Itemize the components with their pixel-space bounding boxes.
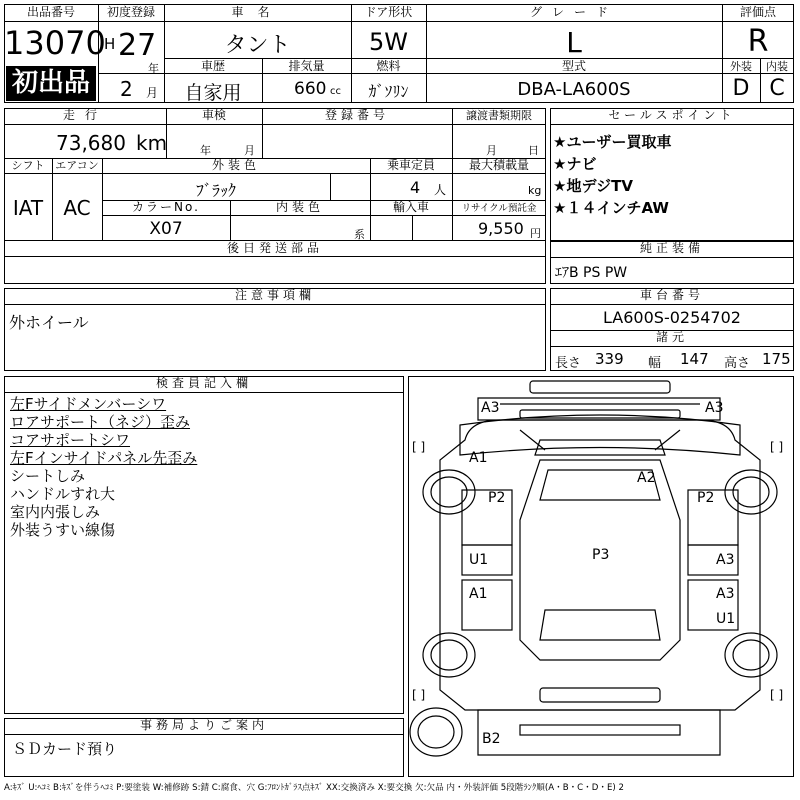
sales-point-4: ★１４インチAW <box>553 199 669 217</box>
bracket-left-upper: [ ] <box>412 440 426 454</box>
max-load-label: 最大積載量 <box>468 158 529 172</box>
exterior-color-label: 外装色 <box>211 158 260 172</box>
width: 147 <box>680 350 709 368</box>
office-label: 事務局よりご案内 <box>139 718 268 732</box>
door-label: ドア形状 <box>364 5 413 19</box>
notes: 外ホイール <box>9 313 89 332</box>
height-label: 高さ <box>724 356 751 371</box>
code-roof: P3 <box>592 547 610 563</box>
import-label: 輸入車 <box>392 200 429 214</box>
first-listing-badge-text: 初出品 <box>11 68 90 98</box>
shift: IAT <box>12 196 44 220</box>
sales-point-2: ★ナビ <box>553 155 597 173</box>
air-conditioner: AC <box>63 196 91 220</box>
rating-label: 評価点 <box>739 5 776 19</box>
recycle-fee: 9,550 <box>478 219 524 238</box>
era-letter: H <box>104 35 116 53</box>
length: 339 <box>595 350 624 368</box>
registration-month: 2 <box>120 77 133 101</box>
inspector-line: コアサポートシワ <box>10 431 131 449</box>
chassis-label: 車台番号 <box>639 288 704 302</box>
transfer-day-unit: 日 <box>528 144 539 157</box>
history: 自家用 <box>184 82 242 104</box>
sales-point-1: ★ユーザー買取車 <box>553 133 672 151</box>
width-label: 幅 <box>648 356 662 371</box>
equipment: ｴｱB PS PW <box>555 265 628 281</box>
sales-point-label: セールスポイント <box>608 108 736 122</box>
inspector-line: 左Fサイドメンバーシワ <box>10 395 167 413</box>
door-type: 5W <box>369 28 408 56</box>
spec-label: 諸元 <box>655 330 688 344</box>
length-label: 長さ <box>555 356 582 371</box>
displacement-unit: cc <box>330 86 341 97</box>
later-parts-label: 後日発送部品 <box>226 241 323 255</box>
code-left-front-door: P2 <box>488 490 506 506</box>
inspector-line: シートしみ <box>10 467 86 485</box>
interior-label: 内装 <box>766 60 788 73</box>
max-load-unit: kg <box>528 184 542 197</box>
interior-color-label: 内装色 <box>275 200 324 214</box>
inspector-line: ロアサポート（ネジ）歪み <box>10 413 191 431</box>
car-name: タント <box>224 33 291 58</box>
mileage-unit: km <box>136 131 168 155</box>
bracket-left-lower: [ ] <box>412 688 426 702</box>
exterior-label: 外装 <box>730 60 752 73</box>
grade-label: グレード <box>529 5 618 19</box>
notes-label: 注意事項欄 <box>234 288 315 302</box>
model: DBA-LA600S <box>517 79 631 100</box>
color-number-label: カラーNo. <box>132 200 200 214</box>
mileage-label: 走行 <box>62 108 107 122</box>
lot-number: 13070 <box>4 24 106 62</box>
equipment-label: 純正装備 <box>639 241 704 255</box>
mileage: 73,680 <box>56 131 126 155</box>
chassis-number: LA600S-0254702 <box>603 308 741 327</box>
bracket-right-upper: [ ] <box>770 440 784 454</box>
code-right-u: U1 <box>716 611 736 627</box>
code-right-a3: A3 <box>716 552 735 568</box>
transfer-month-unit: 月 <box>486 144 497 157</box>
history-label: 車歴 <box>200 59 225 73</box>
car-name-label: 車名 <box>231 5 284 19</box>
capacity-label: 乗車定員 <box>386 158 435 172</box>
rating: R <box>747 24 769 59</box>
height: 175 <box>762 350 791 368</box>
inspection-month-unit: 月 <box>244 144 255 157</box>
inspection-label: 車検 <box>201 108 226 122</box>
year-unit: 年 <box>148 62 159 75</box>
exterior-color: ﾌﾞﾗｯｸ <box>195 181 236 200</box>
month-unit: 月 <box>146 86 159 100</box>
code-rear: B2 <box>482 731 501 747</box>
interior-grade: C <box>769 76 785 101</box>
sales-point-3: ★地デジTV <box>553 177 633 195</box>
first-registration-label: 初度登録 <box>106 5 155 19</box>
registration-year: 27 <box>118 28 157 63</box>
model-label: 型式 <box>561 59 586 73</box>
fuel-label: 燃料 <box>376 59 401 73</box>
inspection-year-unit: 年 <box>200 144 211 157</box>
fuel: ｶﾞｿﾘﾝ <box>368 82 409 101</box>
inspector-label: 検査員記入欄 <box>155 376 252 390</box>
lot-number-label: 出品番号 <box>26 5 75 19</box>
code-hood: A2 <box>637 470 656 486</box>
code-right-a3-lower: A3 <box>716 586 735 602</box>
inspector-line: ハンドルすれ大 <box>10 485 116 503</box>
code-left-u: U1 <box>469 552 489 568</box>
code-left-rear: A1 <box>469 586 488 602</box>
code-front-right: A3 <box>705 400 724 416</box>
transfer-label: 譲渡書類期限 <box>466 109 532 122</box>
bracket-right-lower: [ ] <box>770 688 784 702</box>
code-front-left: A3 <box>481 400 500 416</box>
legend: A:ｷｽﾞ U:ﾍｺﾐ B:ｷｽﾞを伴うﾍｺﾐ P:要塗装 W:補修跡 S:錆 C:腐食、穴 G:ﾌﾛﾝﾄｶﾞﾗｽ点ｷｽﾞ XX:交換済み X:要交換 欠:欠品 内・外装評価 5段階ﾗﾝｸ順(A・B・C・D・E) 2 <box>4 783 624 793</box>
shift-label: シフト <box>11 159 45 172</box>
displacement: 660 <box>294 79 327 99</box>
office-notice: ＳＤカード預り <box>12 740 118 758</box>
color-number: X07 <box>149 219 183 239</box>
code-fender-left: A1 <box>469 450 488 466</box>
recycle-unit: 円 <box>530 227 541 240</box>
displacement-label: 排気量 <box>288 59 325 73</box>
capacity-unit: 人 <box>434 183 447 197</box>
interior-color-unit: 系 <box>354 228 365 241</box>
inspector-line: 室内内張しみ <box>10 503 101 521</box>
ac-label: エアコン <box>55 159 99 172</box>
capacity: 4 <box>410 178 421 197</box>
grade: L <box>566 26 582 59</box>
code-right-front-door: P2 <box>697 490 715 506</box>
inspector-line: 左Fインサイドパネル先歪み <box>10 449 198 467</box>
inspector-line: 外装うすい線傷 <box>10 521 116 539</box>
plate-label: 登録番号 <box>324 108 389 122</box>
recycle-label: リサイクル預託金 <box>461 203 537 214</box>
exterior-grade: D <box>732 76 750 101</box>
